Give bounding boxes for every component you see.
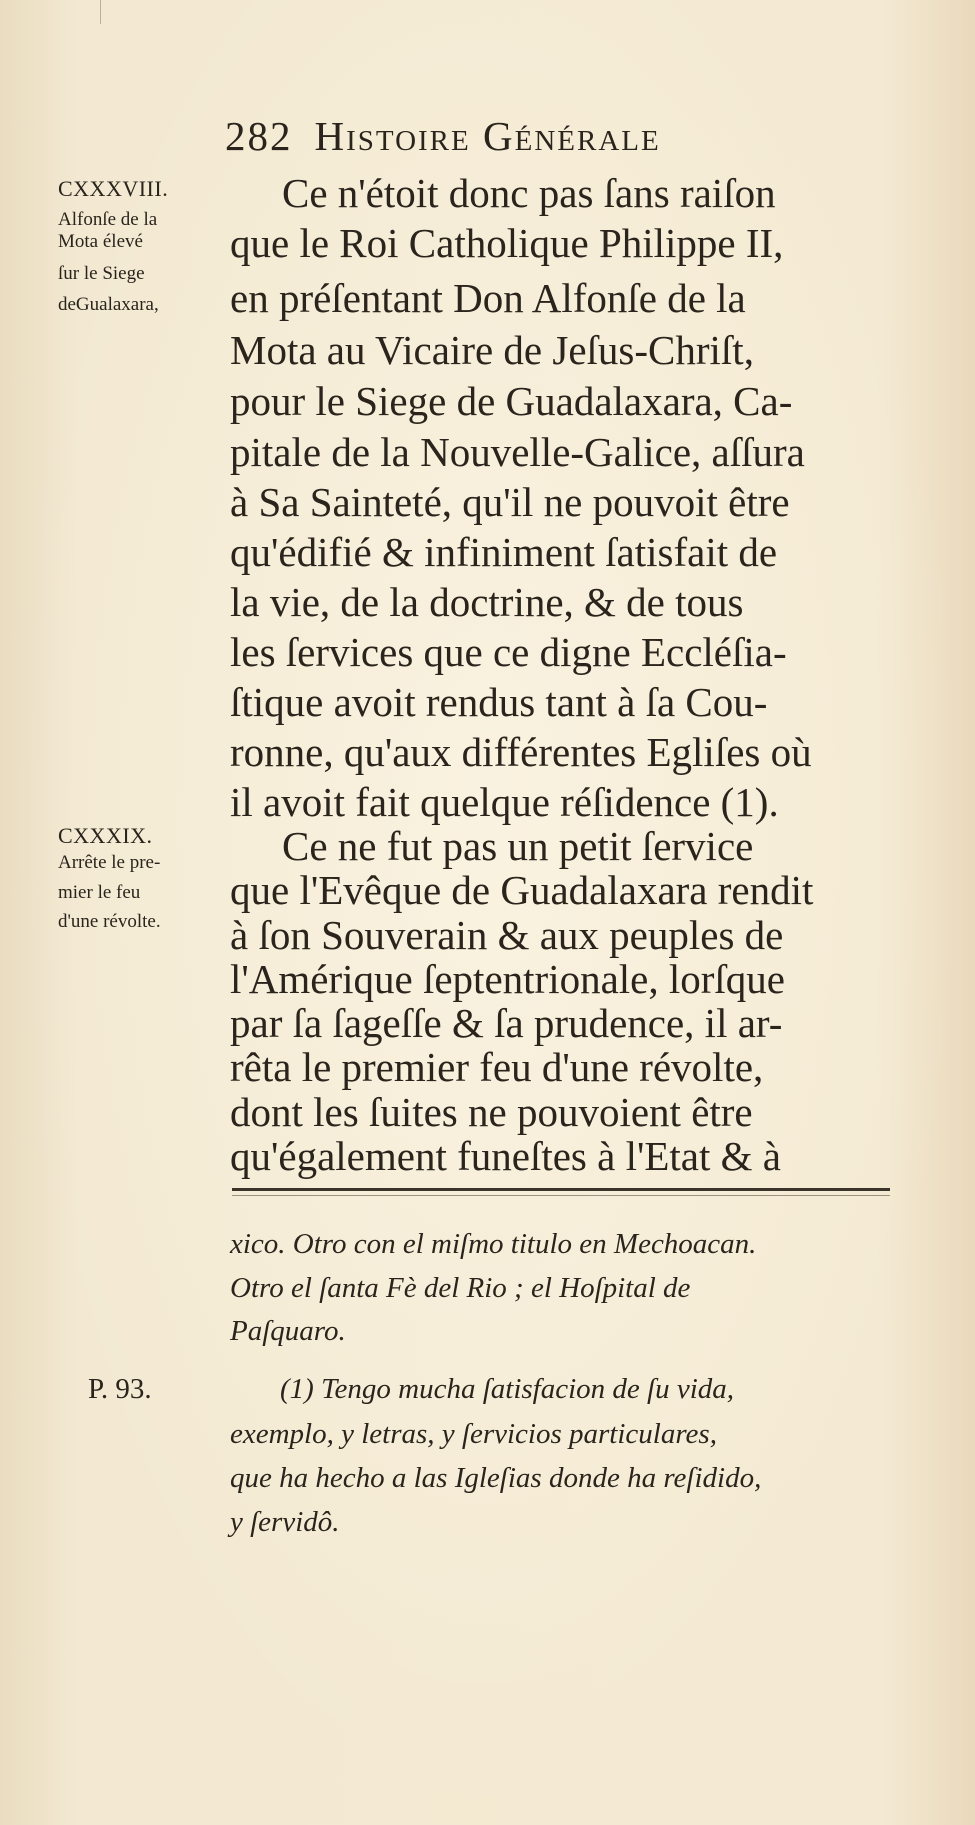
body-line: ſtique avoit rendus tant à ſa Cou- [230,679,768,725]
footnote-continuation-line: Paſquaro. [230,1315,346,1347]
footnote-line: (1) Tengo mucha ſatisfacion de ſu vida, [280,1373,735,1405]
body-line: que l'Evêque de Guadalaxara rendit [230,867,814,914]
margin-note-1-line: deGualaxara, [58,294,159,315]
body-line: en préſentant Don Alfonſe de la [230,275,746,321]
margin-note-1-line: Mota élevé [58,231,143,252]
margin-note-2-line: mier le feu [58,882,141,903]
footnote-continuation-line: Otro el ſanta Fè del Rio ; el Hoſpital de [230,1272,691,1304]
running-title: Histoire Générale [314,113,661,159]
body-line: pour le Siege de Guadalaxara, Ca- [230,378,793,424]
footnote-continuation-line: xico. Otro con el miſmo titulo en Mechoacan. [230,1228,757,1260]
body-line: que le Roi Catholique Philippe II, [230,220,784,266]
body-line: Mota au Vicaire de Jeſus-Chriſt, [230,327,754,373]
body-line: qu'également funeſtes à l'Etat & à [230,1133,781,1179]
footnote-rule-shadow [232,1195,890,1196]
body-line: Ce ne fut pas un petit ſervice [282,823,754,869]
body-line: dont les ſuites ne pouvoient être [230,1088,753,1135]
body-line: pitale de la Nouvelle-Galice, aſſura [230,429,805,475]
margin-note-1-line: Alfonſe de la [58,209,158,230]
footnote-rule [232,1188,890,1191]
body-line: Ce n'étoit donc pas ſans raiſon [282,170,776,216]
margin-note-2-title: CXXXIX. [58,823,153,848]
body-line: la vie, de la doctrine, & de tous [230,579,744,625]
page-edge-mark [100,0,101,24]
body-line: il avoit fait quelque réſidence (1). [230,779,779,825]
body-line: les ſervices que ce digne Eccléſia- [230,629,787,675]
footnote-line: exemplo, y letras, y ſervicios particulares, [230,1418,717,1450]
page-number: 282 [225,113,293,159]
margin-note-1-title: CXXXVIII. [58,176,169,201]
margin-note-2-line: Arrête le pre- [58,852,161,873]
body-line: à ſon Souverain & aux peuples de [230,911,784,958]
body-line: à Sa Sainteté, qu'il ne pouvoit être [230,479,790,525]
footnote-line: y ſervidô. [230,1506,340,1538]
body-line: par ſa ſageſſe & ſa prudence, il ar- [230,1000,783,1047]
body-line: rêta le premier feu d'une révolte, [230,1044,764,1091]
footnote-reference: P. 93. [88,1373,152,1405]
body-line: ronne, qu'aux différentes Egliſes où [230,729,812,775]
margin-note-1-line: ſur le Siege [58,263,145,284]
margin-note-2-line: d'une révolte. [58,911,161,932]
running-head [225,112,661,160]
body-line: qu'édifié & infiniment ſatisfait de [230,529,778,575]
footnote-line: que ha hecho a las Igleſias donde ha reſidido, [230,1462,762,1494]
body-line: l'Amérique ſeptentrionale, lorſque [230,955,786,1002]
